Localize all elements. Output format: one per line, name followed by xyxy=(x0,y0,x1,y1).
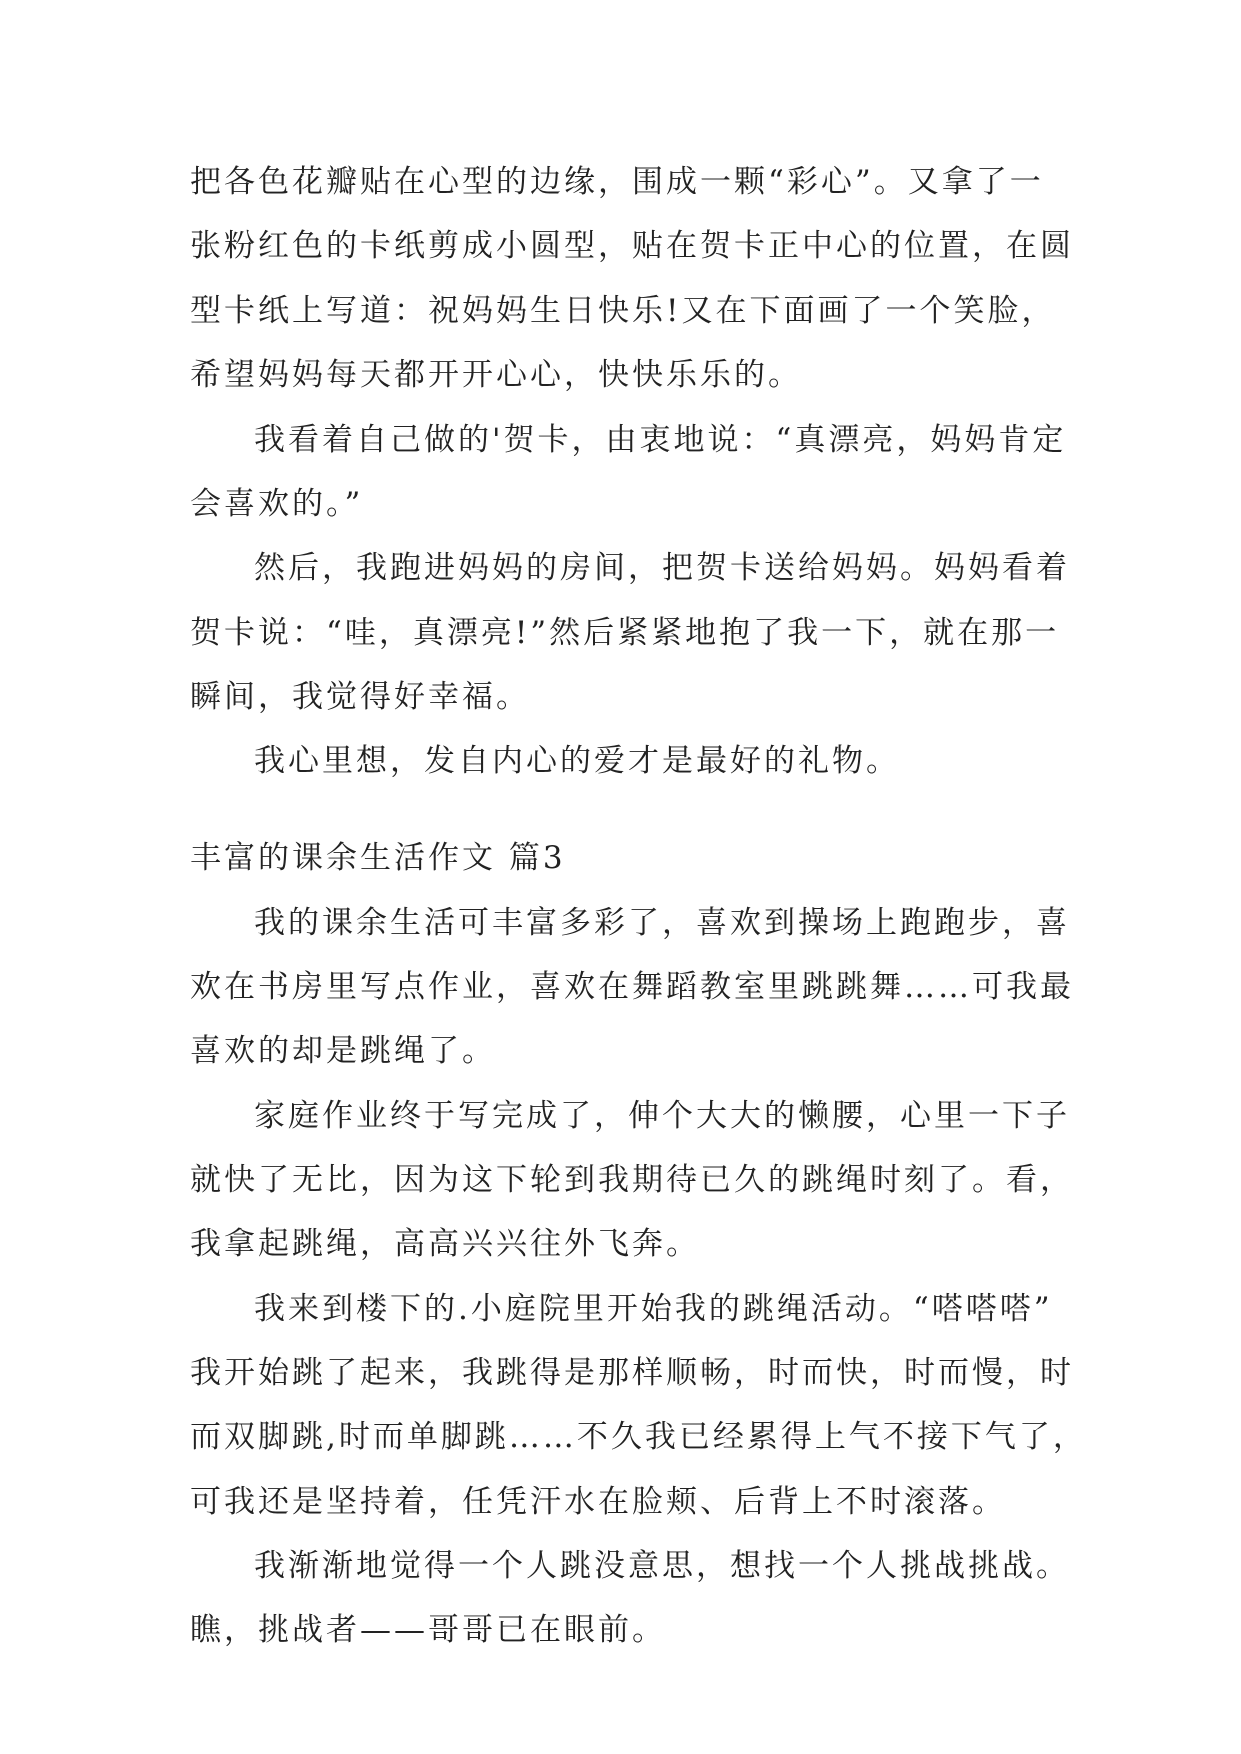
paragraph-line: 贺卡说：“哇，真漂亮!”然后紧紧地抱了我一下，就在那一 xyxy=(190,615,1060,651)
paragraph-line: 而双脚跳,时而单脚跳……不久我已经累得上气不接下气了， xyxy=(190,1419,1087,1455)
paragraph-line: 希望妈妈每天都开开心心，快快乐乐的。 xyxy=(190,357,802,393)
paragraph-line: 我开始跳了起来，我跳得是那样顺畅，时而快，时而慢，时 xyxy=(190,1355,1074,1391)
paragraph-line: 可我还是坚持着，任凭汗水在脸颊、后背上不时滚落。 xyxy=(190,1484,1006,1520)
paragraph-line: 瞧，挑战者——哥哥已在眼前。 xyxy=(190,1612,666,1648)
paragraph-line: 型卡纸上写道：祝妈妈生日快乐!又在下面画了一个笑脸， xyxy=(190,293,1056,329)
paragraph-line: 欢在书房里写点作业，喜欢在舞蹈教室里跳跳舞……可我最 xyxy=(190,969,1074,1005)
paragraph-line: 把各色花瓣贴在心型的边缘，围成一颗“彩心”。又拿了一 xyxy=(190,164,1044,200)
paragraph-line: 家庭作业终于写完成了，伸个大大的懒腰，心里一下子 xyxy=(254,1098,1070,1134)
paragraph-line: 我看着自己做的'贺卡，由衷地说：“真漂亮，妈妈肯定 xyxy=(254,422,1067,458)
paragraph-line: 喜欢的却是跳绳了。 xyxy=(190,1033,496,1069)
paragraph-line: 张粉红色的卡纸剪成小圆型，贴在贺卡正中心的位置，在圆 xyxy=(190,228,1074,264)
paragraph-line: 我拿起跳绳，高高兴兴往外飞奔。 xyxy=(190,1226,700,1262)
paragraph-line: 我心里想，发自内心的爱才是最好的礼物。 xyxy=(254,743,900,779)
paragraph-line: 我来到楼下的.小庭院里开始我的跳绳活动。“嗒嗒嗒” xyxy=(254,1291,1053,1327)
section-heading: 丰富的课余生活作文 篇3 xyxy=(190,840,566,876)
paragraph-line: 我的课余生活可丰富多彩了，喜欢到操场上跑跑步，喜 xyxy=(254,905,1070,941)
paragraph-line: 然后，我跑进妈妈的房间，把贺卡送给妈妈。妈妈看着 xyxy=(254,550,1070,586)
paragraph-line: 我渐渐地觉得一个人跳没意思，想找一个人挑战挑战。 xyxy=(254,1548,1070,1584)
paragraph-line: 就快了无比，因为这下轮到我期待已久的跳绳时刻了。看， xyxy=(190,1162,1074,1198)
paragraph-line: 会喜欢的。” xyxy=(190,486,364,522)
paragraph-line: 瞬间，我觉得好幸福。 xyxy=(190,679,530,715)
